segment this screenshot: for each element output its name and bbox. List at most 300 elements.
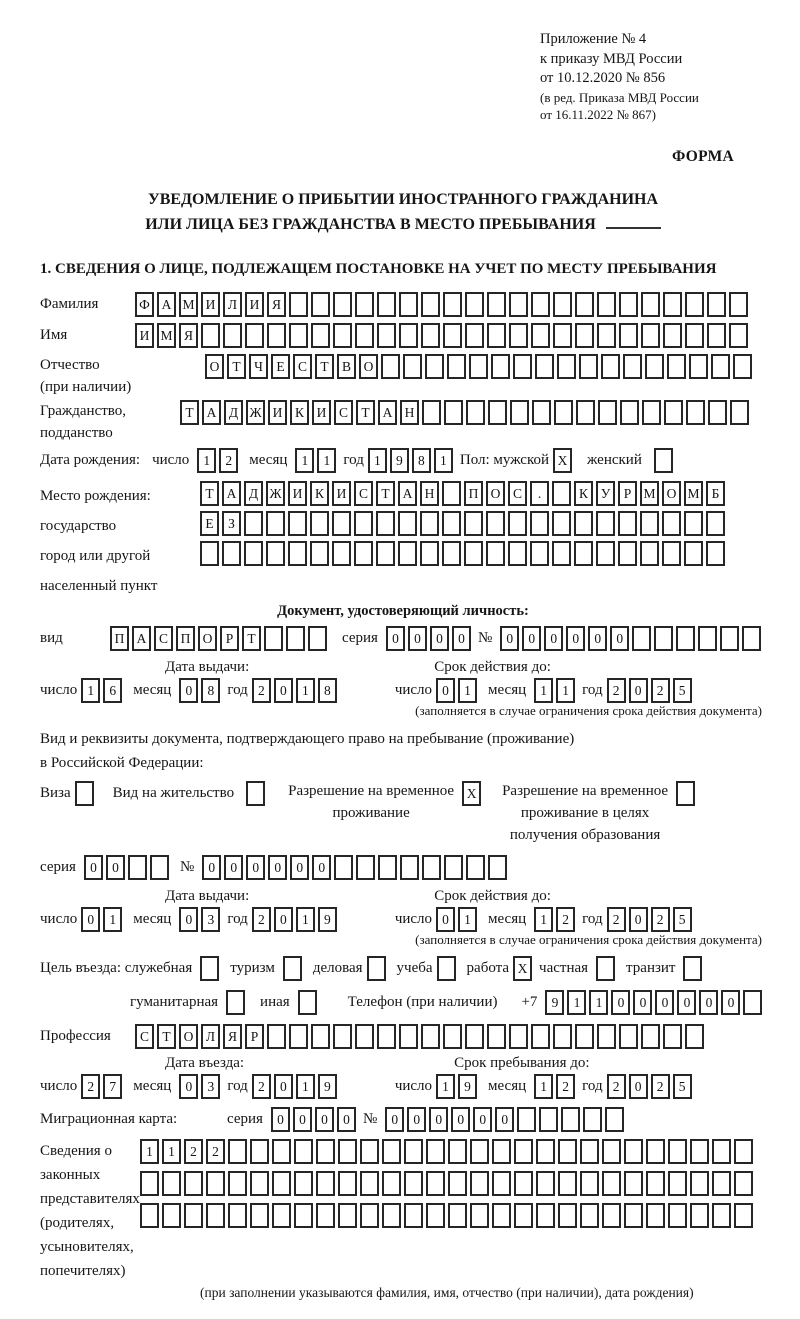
migration-number-cell[interactable] bbox=[539, 1107, 558, 1132]
name-cell[interactable] bbox=[201, 323, 220, 348]
representative-cell[interactable] bbox=[734, 1171, 753, 1196]
representative-cell[interactable] bbox=[690, 1171, 709, 1196]
representative-cell[interactable] bbox=[602, 1139, 621, 1164]
citizenship-cell[interactable]: К bbox=[290, 400, 309, 425]
representative-cell[interactable] bbox=[360, 1203, 379, 1228]
permit-series-cell[interactable]: 0 bbox=[106, 855, 125, 880]
representative-cell[interactable] bbox=[316, 1139, 335, 1164]
representative-cell[interactable] bbox=[624, 1171, 643, 1196]
phone-cell[interactable]: 1 bbox=[589, 990, 608, 1015]
phone-cell[interactable] bbox=[743, 990, 762, 1015]
representative-cell[interactable] bbox=[360, 1139, 379, 1164]
profession-cell[interactable] bbox=[443, 1024, 462, 1049]
patronymic-cell[interactable]: Т bbox=[227, 354, 246, 379]
name-cell[interactable] bbox=[289, 323, 308, 348]
name-cell[interactable] bbox=[267, 323, 286, 348]
profession-cell[interactable] bbox=[333, 1024, 352, 1049]
representative-cell[interactable] bbox=[536, 1203, 555, 1228]
representative-cell[interactable] bbox=[624, 1139, 643, 1164]
representative-cell[interactable] bbox=[492, 1171, 511, 1196]
birth-place-cell[interactable] bbox=[442, 541, 461, 566]
name-cell[interactable] bbox=[223, 323, 242, 348]
name-cell[interactable] bbox=[311, 323, 330, 348]
representative-cell[interactable]: 2 bbox=[184, 1139, 203, 1164]
migration-number-cell[interactable]: 0 bbox=[385, 1107, 404, 1132]
birth-place-cell[interactable]: К bbox=[310, 481, 329, 506]
doc-valid-day-cell[interactable]: 0 bbox=[436, 678, 455, 703]
doc-kind-cell[interactable] bbox=[308, 626, 327, 651]
permit-number-cell[interactable] bbox=[334, 855, 353, 880]
citizenship-cell[interactable] bbox=[708, 400, 727, 425]
entry-year-cell[interactable]: 2 bbox=[252, 1074, 271, 1099]
doc-valid-month-cell[interactable]: 1 bbox=[534, 678, 553, 703]
name-cell[interactable] bbox=[399, 323, 418, 348]
birth-month-cell[interactable]: 1 bbox=[295, 448, 314, 473]
birth-place-cell[interactable] bbox=[376, 511, 395, 536]
birth-place-cell[interactable]: С bbox=[508, 481, 527, 506]
representative-cell[interactable] bbox=[272, 1139, 291, 1164]
birth-year-cell[interactable]: 9 bbox=[390, 448, 409, 473]
purpose-study-checkbox[interactable] bbox=[437, 956, 456, 981]
purpose-commercial-checkbox[interactable] bbox=[367, 956, 386, 981]
migration-number-cell[interactable]: 0 bbox=[451, 1107, 470, 1132]
birth-place-cell[interactable]: Т bbox=[376, 481, 395, 506]
birth-place-cell[interactable]: И bbox=[288, 481, 307, 506]
permit-number-cell[interactable]: 0 bbox=[290, 855, 309, 880]
profession-cell[interactable] bbox=[531, 1024, 550, 1049]
birth-place-cell[interactable] bbox=[706, 541, 725, 566]
permit-number-cell[interactable]: 0 bbox=[268, 855, 287, 880]
birth-place-cell[interactable] bbox=[266, 511, 285, 536]
doc-kind-cell[interactable]: А bbox=[132, 626, 151, 651]
entry-day-cell[interactable]: 2 bbox=[81, 1074, 100, 1099]
representative-cell[interactable] bbox=[404, 1203, 423, 1228]
patronymic-cell[interactable] bbox=[579, 354, 598, 379]
birth-place-cell[interactable] bbox=[552, 541, 571, 566]
permit-issue-day-cell[interactable]: 1 bbox=[103, 907, 122, 932]
permit-number-cell[interactable] bbox=[466, 855, 485, 880]
birth-place-cell[interactable] bbox=[442, 511, 461, 536]
surname-cell[interactable]: Я bbox=[267, 292, 286, 317]
name-cell[interactable] bbox=[619, 323, 638, 348]
permit-valid-year-cell[interactable]: 0 bbox=[629, 907, 648, 932]
profession-cell[interactable] bbox=[597, 1024, 616, 1049]
name-cell[interactable]: И bbox=[135, 323, 154, 348]
name-cell[interactable] bbox=[355, 323, 374, 348]
representative-cell[interactable] bbox=[382, 1139, 401, 1164]
doc-number-cell[interactable] bbox=[654, 626, 673, 651]
representative-cell[interactable] bbox=[250, 1171, 269, 1196]
surname-cell[interactable]: И bbox=[201, 292, 220, 317]
birth-place-cell[interactable] bbox=[244, 511, 263, 536]
doc-issue-month-cell[interactable]: 0 bbox=[179, 678, 198, 703]
representative-cell[interactable] bbox=[404, 1171, 423, 1196]
patronymic-cell[interactable] bbox=[667, 354, 686, 379]
permit-issue-year-cell[interactable]: 1 bbox=[296, 907, 315, 932]
entry-year-cell[interactable]: 1 bbox=[296, 1074, 315, 1099]
doc-series-cell[interactable]: 0 bbox=[452, 626, 471, 651]
doc-valid-year-cell[interactable]: 2 bbox=[651, 678, 670, 703]
surname-cell[interactable] bbox=[377, 292, 396, 317]
surname-cell[interactable] bbox=[487, 292, 506, 317]
permit-valid-year-cell[interactable]: 2 bbox=[651, 907, 670, 932]
permit-number-cell[interactable]: 0 bbox=[202, 855, 221, 880]
surname-cell[interactable] bbox=[509, 292, 528, 317]
purpose-business-checkbox[interactable] bbox=[200, 956, 219, 981]
representative-cell[interactable] bbox=[250, 1203, 269, 1228]
doc-number-cell[interactable]: 0 bbox=[500, 626, 519, 651]
birth-place-cell[interactable]: М bbox=[640, 481, 659, 506]
permit-issue-day-cell[interactable]: 0 bbox=[81, 907, 100, 932]
birth-place-cell[interactable] bbox=[530, 511, 549, 536]
representative-cell[interactable] bbox=[228, 1171, 247, 1196]
representative-cell[interactable] bbox=[206, 1171, 225, 1196]
permit-valid-year-cell[interactable]: 2 bbox=[607, 907, 626, 932]
citizenship-cell[interactable] bbox=[642, 400, 661, 425]
profession-cell[interactable] bbox=[377, 1024, 396, 1049]
surname-cell[interactable] bbox=[553, 292, 572, 317]
patronymic-cell[interactable] bbox=[623, 354, 642, 379]
birth-place-cell[interactable] bbox=[596, 511, 615, 536]
surname-cell[interactable] bbox=[421, 292, 440, 317]
representative-cell[interactable] bbox=[448, 1203, 467, 1228]
doc-kind-cell[interactable]: С bbox=[154, 626, 173, 651]
name-cell[interactable]: М bbox=[157, 323, 176, 348]
representative-cell[interactable] bbox=[580, 1139, 599, 1164]
representative-cell[interactable] bbox=[360, 1171, 379, 1196]
birth-place-cell[interactable]: О bbox=[662, 481, 681, 506]
patronymic-cell[interactable] bbox=[689, 354, 708, 379]
permit-issue-month-cell[interactable]: 3 bbox=[201, 907, 220, 932]
permit-number-cell[interactable] bbox=[422, 855, 441, 880]
representative-cell[interactable] bbox=[294, 1139, 313, 1164]
entry-year-cell[interactable]: 0 bbox=[274, 1074, 293, 1099]
representative-cell[interactable] bbox=[382, 1203, 401, 1228]
representative-cell[interactable] bbox=[140, 1203, 159, 1228]
citizenship-cell[interactable] bbox=[466, 400, 485, 425]
birth-place-cell[interactable]: Т bbox=[200, 481, 219, 506]
rvp-checkbox[interactable]: X bbox=[462, 781, 481, 806]
migration-number-cell[interactable] bbox=[517, 1107, 536, 1132]
surname-cell[interactable]: Л bbox=[223, 292, 242, 317]
doc-valid-year-cell[interactable]: 0 bbox=[629, 678, 648, 703]
profession-cell[interactable]: Л bbox=[201, 1024, 220, 1049]
birth-place-cell[interactable] bbox=[464, 541, 483, 566]
profession-cell[interactable] bbox=[267, 1024, 286, 1049]
birth-place-cell[interactable]: М bbox=[684, 481, 703, 506]
patronymic-cell[interactable]: Т bbox=[315, 354, 334, 379]
doc-issue-day-cell[interactable]: 1 bbox=[81, 678, 100, 703]
surname-cell[interactable] bbox=[685, 292, 704, 317]
name-cell[interactable] bbox=[707, 323, 726, 348]
doc-kind-cell[interactable] bbox=[264, 626, 283, 651]
entry-year-cell[interactable]: 9 bbox=[318, 1074, 337, 1099]
representative-cell[interactable] bbox=[712, 1203, 731, 1228]
name-cell[interactable] bbox=[245, 323, 264, 348]
representative-cell[interactable] bbox=[646, 1139, 665, 1164]
citizenship-cell[interactable]: И bbox=[312, 400, 331, 425]
entry-day-cell[interactable]: 7 bbox=[103, 1074, 122, 1099]
birth-place-cell[interactable] bbox=[640, 511, 659, 536]
representative-cell[interactable] bbox=[382, 1171, 401, 1196]
doc-number-cell[interactable] bbox=[742, 626, 761, 651]
surname-cell[interactable] bbox=[355, 292, 374, 317]
representative-cell[interactable] bbox=[228, 1139, 247, 1164]
birth-place-cell[interactable] bbox=[574, 541, 593, 566]
profession-cell[interactable] bbox=[553, 1024, 572, 1049]
patronymic-cell[interactable] bbox=[447, 354, 466, 379]
doc-issue-month-cell[interactable]: 8 bbox=[201, 678, 220, 703]
doc-issue-year-cell[interactable]: 2 bbox=[252, 678, 271, 703]
birth-place-cell[interactable] bbox=[596, 541, 615, 566]
patronymic-cell[interactable] bbox=[381, 354, 400, 379]
birth-place-cell[interactable] bbox=[354, 511, 373, 536]
representative-cell[interactable] bbox=[426, 1139, 445, 1164]
stay-day-cell[interactable]: 9 bbox=[458, 1074, 477, 1099]
birth-place-cell[interactable] bbox=[310, 541, 329, 566]
profession-cell[interactable] bbox=[641, 1024, 660, 1049]
birth-place-cell[interactable]: . bbox=[530, 481, 549, 506]
doc-issue-year-cell[interactable]: 8 bbox=[318, 678, 337, 703]
profession-cell[interactable] bbox=[355, 1024, 374, 1049]
doc-kind-cell[interactable]: Р bbox=[220, 626, 239, 651]
representative-cell[interactable] bbox=[734, 1139, 753, 1164]
patronymic-cell[interactable] bbox=[601, 354, 620, 379]
name-cell[interactable] bbox=[333, 323, 352, 348]
representative-cell[interactable] bbox=[514, 1139, 533, 1164]
surname-cell[interactable] bbox=[729, 292, 748, 317]
stay-year-cell[interactable]: 2 bbox=[651, 1074, 670, 1099]
patronymic-cell[interactable]: Е bbox=[271, 354, 290, 379]
citizenship-cell[interactable]: Н bbox=[400, 400, 419, 425]
birth-place-cell[interactable] bbox=[288, 541, 307, 566]
surname-cell[interactable]: А bbox=[157, 292, 176, 317]
representative-cell[interactable] bbox=[514, 1171, 533, 1196]
doc-number-cell[interactable] bbox=[698, 626, 717, 651]
permit-number-cell[interactable] bbox=[488, 855, 507, 880]
stay-day-cell[interactable]: 1 bbox=[436, 1074, 455, 1099]
surname-cell[interactable] bbox=[575, 292, 594, 317]
birth-place-cell[interactable] bbox=[574, 511, 593, 536]
surname-cell[interactable] bbox=[663, 292, 682, 317]
surname-cell[interactable] bbox=[399, 292, 418, 317]
profession-cell[interactable] bbox=[663, 1024, 682, 1049]
doc-issue-year-cell[interactable]: 1 bbox=[296, 678, 315, 703]
migration-series-cell[interactable]: 0 bbox=[293, 1107, 312, 1132]
doc-number-cell[interactable]: 0 bbox=[544, 626, 563, 651]
doc-valid-year-cell[interactable]: 2 bbox=[607, 678, 626, 703]
purpose-humanitarian-checkbox[interactable] bbox=[226, 990, 245, 1015]
name-cell[interactable] bbox=[421, 323, 440, 348]
phone-cell[interactable]: 0 bbox=[721, 990, 740, 1015]
surname-cell[interactable] bbox=[619, 292, 638, 317]
permit-issue-month-cell[interactable]: 0 bbox=[179, 907, 198, 932]
doc-number-cell[interactable]: 0 bbox=[522, 626, 541, 651]
stay-month-cell[interactable]: 1 bbox=[534, 1074, 553, 1099]
birth-place-cell[interactable] bbox=[486, 511, 505, 536]
migration-number-cell[interactable]: 0 bbox=[473, 1107, 492, 1132]
citizenship-cell[interactable] bbox=[730, 400, 749, 425]
doc-number-cell[interactable]: 0 bbox=[588, 626, 607, 651]
birth-day-cell[interactable]: 1 bbox=[197, 448, 216, 473]
surname-cell[interactable] bbox=[333, 292, 352, 317]
citizenship-cell[interactable] bbox=[576, 400, 595, 425]
surname-cell[interactable] bbox=[289, 292, 308, 317]
representative-cell[interactable] bbox=[690, 1203, 709, 1228]
birth-place-cell[interactable]: А bbox=[222, 481, 241, 506]
representative-cell[interactable] bbox=[470, 1171, 489, 1196]
profession-cell[interactable] bbox=[575, 1024, 594, 1049]
migration-series-cell[interactable]: 0 bbox=[337, 1107, 356, 1132]
purpose-private-checkbox[interactable] bbox=[596, 956, 615, 981]
stay-month-cell[interactable]: 2 bbox=[556, 1074, 575, 1099]
profession-cell[interactable] bbox=[465, 1024, 484, 1049]
profession-cell[interactable]: Я bbox=[223, 1024, 242, 1049]
permit-issue-year-cell[interactable]: 0 bbox=[274, 907, 293, 932]
migration-number-cell[interactable]: 0 bbox=[429, 1107, 448, 1132]
representative-cell[interactable] bbox=[580, 1203, 599, 1228]
doc-issue-day-cell[interactable]: 6 bbox=[103, 678, 122, 703]
representative-cell[interactable] bbox=[294, 1171, 313, 1196]
representative-cell[interactable] bbox=[624, 1203, 643, 1228]
representative-cell[interactable] bbox=[448, 1139, 467, 1164]
patronymic-cell[interactable] bbox=[491, 354, 510, 379]
birth-place-cell[interactable]: И bbox=[332, 481, 351, 506]
name-cell[interactable] bbox=[531, 323, 550, 348]
entry-month-cell[interactable]: 3 bbox=[201, 1074, 220, 1099]
representative-cell[interactable] bbox=[602, 1171, 621, 1196]
birth-place-cell[interactable] bbox=[200, 541, 219, 566]
representative-cell[interactable] bbox=[558, 1139, 577, 1164]
permit-number-cell[interactable]: 0 bbox=[312, 855, 331, 880]
birth-place-cell[interactable] bbox=[508, 541, 527, 566]
representative-cell[interactable]: 1 bbox=[162, 1139, 181, 1164]
citizenship-cell[interactable]: Ж bbox=[246, 400, 265, 425]
representative-cell[interactable] bbox=[470, 1203, 489, 1228]
birth-place-cell[interactable] bbox=[332, 541, 351, 566]
representative-cell[interactable] bbox=[734, 1203, 753, 1228]
birth-place-cell[interactable] bbox=[552, 481, 571, 506]
doc-number-cell[interactable]: 0 bbox=[566, 626, 585, 651]
patronymic-cell[interactable] bbox=[645, 354, 664, 379]
surname-cell[interactable]: М bbox=[179, 292, 198, 317]
stay-year-cell[interactable]: 0 bbox=[629, 1074, 648, 1099]
rvp-edu-checkbox[interactable] bbox=[676, 781, 695, 806]
birth-place-cell[interactable] bbox=[376, 541, 395, 566]
migration-series-cell[interactable]: 0 bbox=[315, 1107, 334, 1132]
birth-place-cell[interactable] bbox=[420, 541, 439, 566]
representative-cell[interactable] bbox=[162, 1171, 181, 1196]
name-cell[interactable] bbox=[487, 323, 506, 348]
representative-cell[interactable] bbox=[184, 1171, 203, 1196]
representative-cell[interactable] bbox=[272, 1171, 291, 1196]
representative-cell[interactable] bbox=[690, 1139, 709, 1164]
permit-valid-day-cell[interactable]: 0 bbox=[436, 907, 455, 932]
name-cell[interactable] bbox=[575, 323, 594, 348]
profession-cell[interactable] bbox=[509, 1024, 528, 1049]
permit-number-cell[interactable]: 0 bbox=[246, 855, 265, 880]
birth-place-cell[interactable] bbox=[354, 541, 373, 566]
name-cell[interactable] bbox=[663, 323, 682, 348]
birth-place-cell[interactable] bbox=[222, 541, 241, 566]
permit-issue-year-cell[interactable]: 9 bbox=[318, 907, 337, 932]
profession-cell[interactable] bbox=[685, 1024, 704, 1049]
doc-series-cell[interactable]: 0 bbox=[386, 626, 405, 651]
birth-place-cell[interactable]: Е bbox=[200, 511, 219, 536]
representative-cell[interactable] bbox=[536, 1171, 555, 1196]
doc-kind-cell[interactable]: Т bbox=[242, 626, 261, 651]
permit-number-cell[interactable]: 0 bbox=[224, 855, 243, 880]
birth-place-cell[interactable] bbox=[508, 511, 527, 536]
doc-kind-cell[interactable]: П bbox=[110, 626, 129, 651]
citizenship-cell[interactable]: Д bbox=[224, 400, 243, 425]
citizenship-cell[interactable] bbox=[686, 400, 705, 425]
patronymic-cell[interactable] bbox=[733, 354, 752, 379]
birth-year-cell[interactable]: 8 bbox=[412, 448, 431, 473]
birth-place-cell[interactable] bbox=[662, 541, 681, 566]
name-cell[interactable] bbox=[443, 323, 462, 348]
representative-cell[interactable] bbox=[426, 1203, 445, 1228]
patronymic-cell[interactable]: Ч bbox=[249, 354, 268, 379]
patronymic-cell[interactable]: О bbox=[205, 354, 224, 379]
profession-cell[interactable] bbox=[399, 1024, 418, 1049]
phone-cell[interactable]: 9 bbox=[545, 990, 564, 1015]
permit-valid-month-cell[interactable]: 1 bbox=[534, 907, 553, 932]
permit-series-cell[interactable] bbox=[128, 855, 147, 880]
representative-cell[interactable] bbox=[646, 1171, 665, 1196]
name-cell[interactable] bbox=[509, 323, 528, 348]
birth-place-cell[interactable] bbox=[684, 511, 703, 536]
stay-year-cell[interactable]: 5 bbox=[673, 1074, 692, 1099]
doc-number-cell[interactable]: 0 bbox=[610, 626, 629, 651]
permit-valid-year-cell[interactable]: 5 bbox=[673, 907, 692, 932]
phone-cell[interactable]: 0 bbox=[699, 990, 718, 1015]
representative-cell[interactable] bbox=[316, 1203, 335, 1228]
permit-number-cell[interactable] bbox=[400, 855, 419, 880]
representative-cell[interactable] bbox=[602, 1203, 621, 1228]
phone-cell[interactable]: 0 bbox=[677, 990, 696, 1015]
birth-place-cell[interactable] bbox=[640, 541, 659, 566]
sex-female-checkbox[interactable] bbox=[654, 448, 673, 473]
representative-cell[interactable] bbox=[338, 1203, 357, 1228]
purpose-tourism-checkbox[interactable] bbox=[283, 956, 302, 981]
profession-cell[interactable] bbox=[311, 1024, 330, 1049]
citizenship-cell[interactable]: С bbox=[334, 400, 353, 425]
entry-month-cell[interactable]: 0 bbox=[179, 1074, 198, 1099]
birth-place-cell[interactable]: Б bbox=[706, 481, 725, 506]
doc-valid-day-cell[interactable]: 1 bbox=[458, 678, 477, 703]
surname-cell[interactable] bbox=[443, 292, 462, 317]
representative-cell[interactable] bbox=[470, 1139, 489, 1164]
doc-number-cell[interactable] bbox=[720, 626, 739, 651]
representative-cell[interactable] bbox=[228, 1203, 247, 1228]
citizenship-cell[interactable] bbox=[422, 400, 441, 425]
representative-cell[interactable] bbox=[712, 1171, 731, 1196]
stay-year-cell[interactable]: 2 bbox=[607, 1074, 626, 1099]
patronymic-cell[interactable]: В bbox=[337, 354, 356, 379]
birth-place-cell[interactable] bbox=[266, 541, 285, 566]
migration-number-cell[interactable] bbox=[583, 1107, 602, 1132]
citizenship-cell[interactable] bbox=[598, 400, 617, 425]
profession-cell[interactable]: Р bbox=[245, 1024, 264, 1049]
birth-place-cell[interactable] bbox=[486, 541, 505, 566]
permit-valid-month-cell[interactable]: 2 bbox=[556, 907, 575, 932]
profession-cell[interactable]: Т bbox=[157, 1024, 176, 1049]
name-cell[interactable] bbox=[685, 323, 704, 348]
name-cell[interactable]: Я bbox=[179, 323, 198, 348]
residence-permit-checkbox[interactable] bbox=[246, 781, 265, 806]
profession-cell[interactable] bbox=[421, 1024, 440, 1049]
